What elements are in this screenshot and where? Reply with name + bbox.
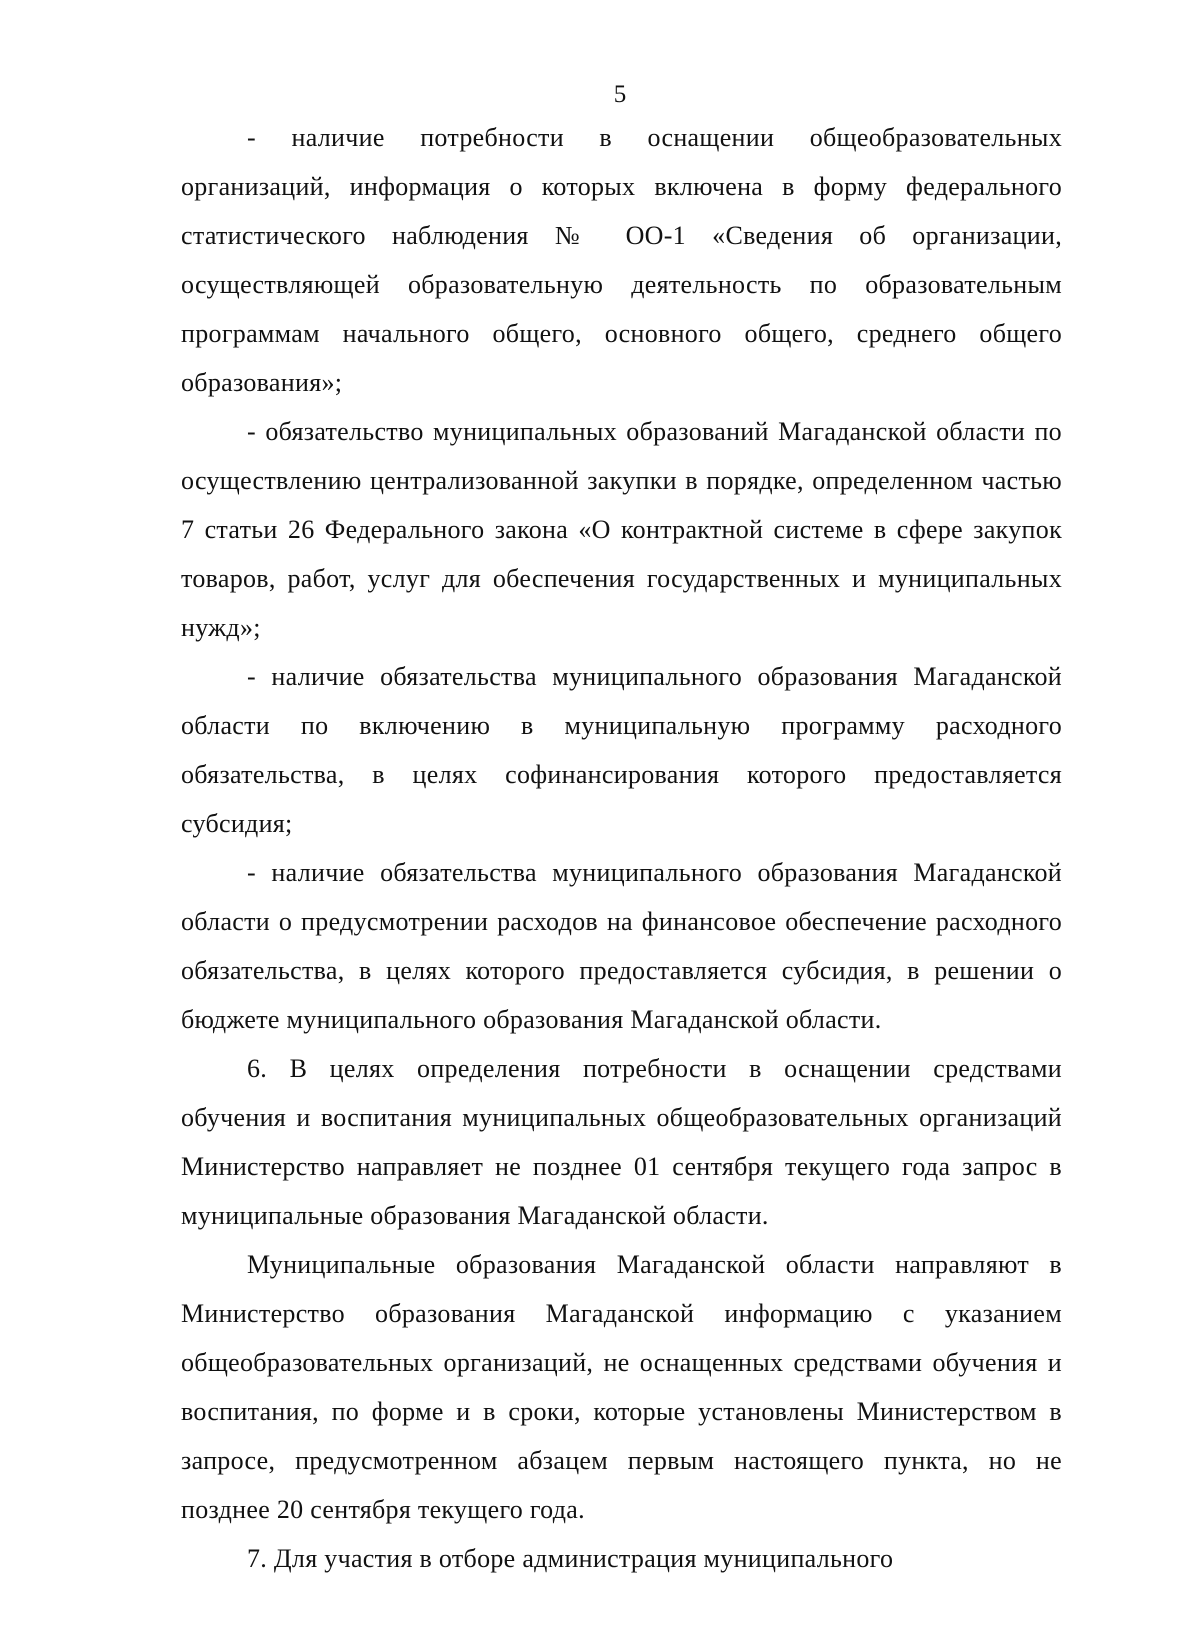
document-body	[181, 113, 1062, 1583]
paragraph-municipal-response: Муниципальные образования Магаданской области направляют в Министерство образования Магаданской информацию с указанием общеобразовательных организаций, не оснащенных средствами обучения и воспитания, по форме и в сроки, которые установлены Министерством в запросе, предусмотренном абзацем первым настоящего пункта, но не позднее 20 сентября текущего года.	[181, 1250, 1062, 1524]
page-number: 5	[613, 81, 627, 108]
paragraph-centralized-procurement: - обязательство муниципальных образований Магаданской области по осуществлению централизованной закупки в порядке, определенном частью 7 статьи 26 Федерального закона «О контрактной системе в сфере закупок товаров, работ, услуг для обеспечения государственных и муниципальных нужд»;	[181, 417, 1062, 642]
paragraph-program-inclusion: - наличие обязательства муниципального образования Магаданской области по включению в муниципальную программу расходного обязательства, в целях софинансирования которого предоставляется субсидия;	[181, 662, 1062, 838]
paragraph-need-for-equipment: - наличие потребности в оснащении общеобразовательных организаций, информация о которых включена в форму федерального статистического наблюдения № ОО-1 «Сведения об организации, осуществляющей образовательную деятельность по образовательным программам начального общего, основного общего, среднего общего образования»;	[181, 123, 1062, 397]
paragraph-budget-provision: - наличие обязательства муниципального образования Магаданской области о предусмотрении расходов на финансовое обеспечение расходного обязательства, в целях которого предоставляется субсидия, в решении о бюджете муниципального образования Магаданской области.	[181, 858, 1062, 1034]
paragraph-item-7: 7. Для участия в отборе администрация муниципального	[247, 1544, 894, 1573]
paragraph-item-6: 6. В целях определения потребности в оснащении средствами обучения и воспитания муниципальных общеобразовательных организаций Министерство направляет не позднее 01 сентября текущего года запрос в муниципальные образования Магаданской области.	[181, 1054, 1062, 1230]
